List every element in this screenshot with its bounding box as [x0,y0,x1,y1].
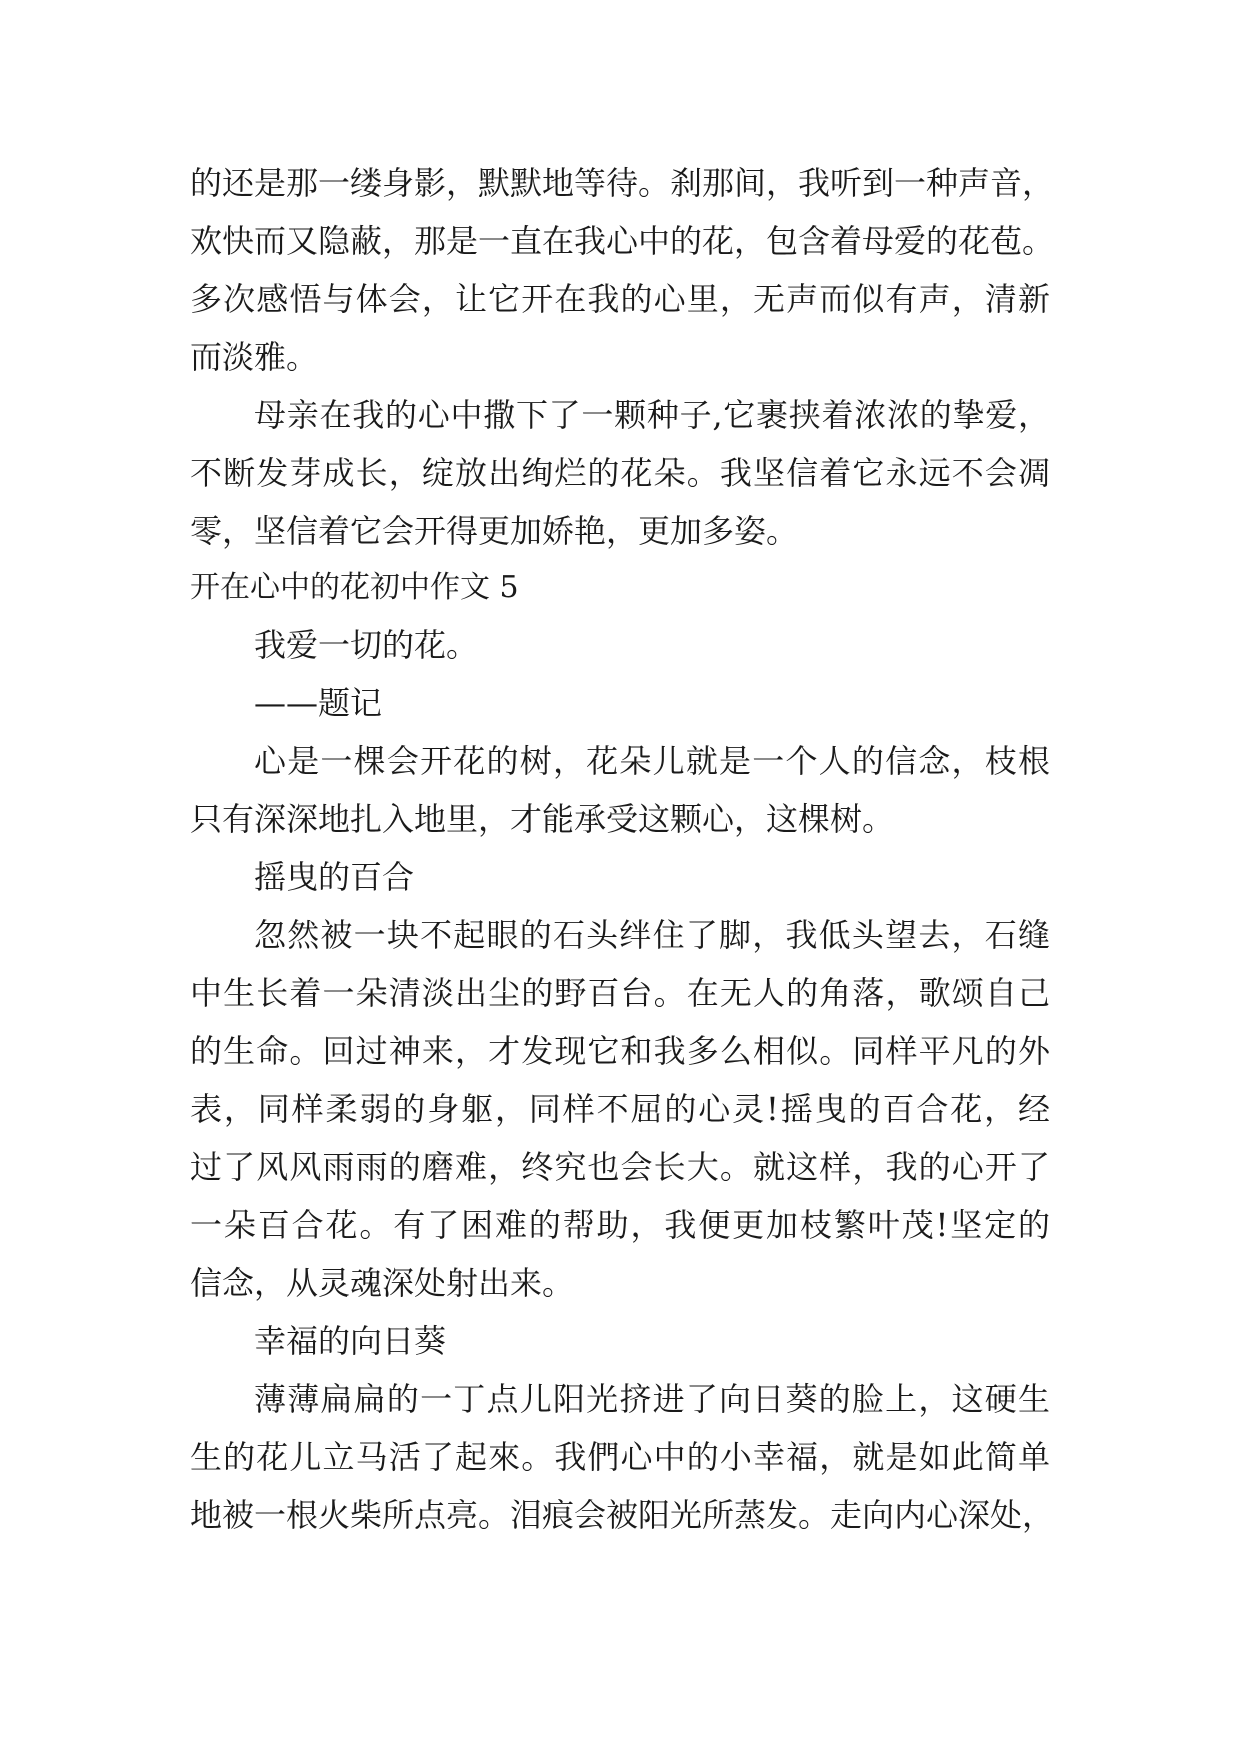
text-line: 零，坚信着它会开得更加娇艳，更加多姿。 [190,512,799,550]
text-line: 一朵百合花。有了困难的帮助，我便更加枝繁叶茂!坚定的 [190,1206,1050,1244]
essay-text [190,154,1055,1544]
text-line: 多次感悟与体会，让它开在我的心里，无声而似有声，清新 [190,280,1050,318]
text-line: 的生命。回过神来，才发现它和我多么相似。同样平凡的外 [190,1032,1050,1070]
text-line: ——题记 [254,684,383,722]
text-line: 地被一根火柴所点亮。泪痕会被阳光所蒸发。走向内心深处， [190,1496,1055,1534]
text-line: 信念，从灵魂深处射出来。 [190,1264,575,1302]
subheading: 幸福的向日葵 [254,1322,447,1360]
text-line: 中生长着一朵清淡出尘的野百台。在无人的角落，歌颂自己 [190,974,1050,1012]
text-line: 过了风风雨雨的磨难，终究也会长大。就这样，我的心开了 [190,1148,1050,1186]
section-heading: 开在心中的花初中作文 5 [190,570,519,605]
text-line: 而淡雅。 [190,338,319,376]
text-line: 只有深深地扎入地里，才能承受这颗心，这棵树。 [190,800,895,838]
text-line: 心是一棵会开花的树，花朵儿就是一个人的信念，枝根 [254,742,1050,780]
text-line: 的还是那一缕身影，默默地等待。刹那间，我听到一种声音， [190,164,1055,202]
text-line: 欢快而又隐蔽，那是一直在我心中的花，包含着母爱的花苞。 [190,222,1055,260]
text-line: 薄薄扁扁的一丁点儿阳光挤进了向日葵的脸上，这硬生 [254,1380,1050,1418]
text-line: 不断发芽成长，绽放出绚烂的花朵。我坚信着它永远不会凋 [190,454,1050,492]
text-line: 忽然被一块不起眼的石头绊住了脚，我低头望去，石缝 [254,916,1050,954]
text-line: 母亲在我的心中撒下了一颗种子,它裹挟着浓浓的挚爱， [254,396,1050,434]
text-line: 表，同样柔弱的身躯，同样不屈的心灵!摇曳的百合花，经 [190,1090,1050,1128]
text-line: 生的花儿立马活了起來。我們心中的小幸福，就是如此简单 [190,1438,1050,1476]
text-line: 我爱一切的花。 [254,626,479,664]
subheading: 摇曳的百合 [254,858,415,896]
